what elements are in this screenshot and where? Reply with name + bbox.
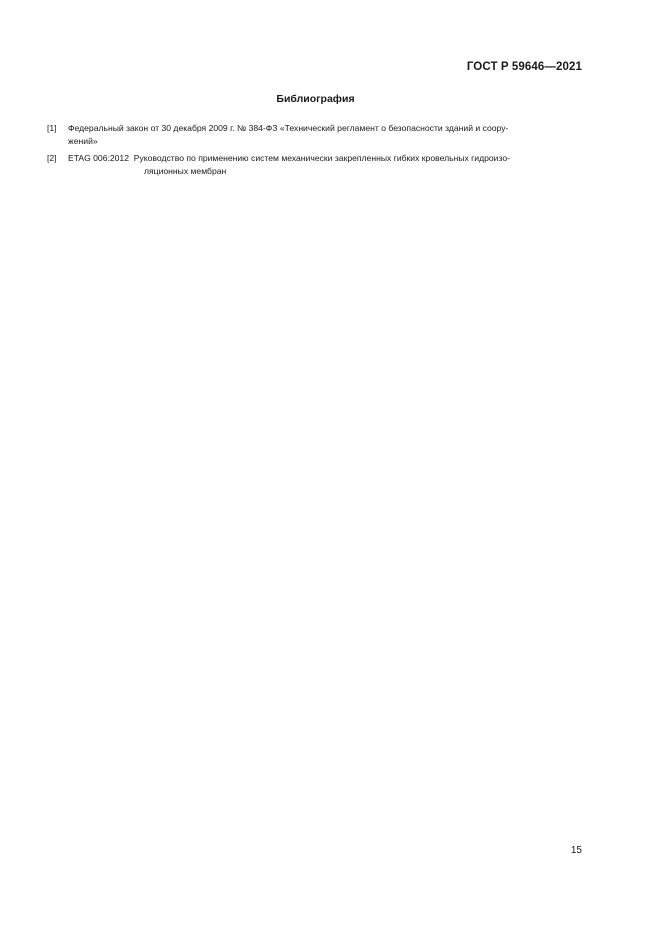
- reference-text: [68, 152, 583, 177]
- reference-line: ляционных мембран: [144, 165, 227, 176]
- reference-line: Федеральный закон от 30 декабря 2009 г. № 384-ФЗ «Технический регламент о безопасности зданий и соору-: [68, 123, 509, 133]
- reference-number: [2]: [47, 153, 57, 163]
- page-number: 15: [570, 845, 582, 856]
- reference-line: ETAG 006:2012 Руководство по применению систем механически закрепленных гибких кровельных гидроизо-: [68, 153, 510, 163]
- reference-line: жений»: [68, 135, 98, 146]
- reference-text: [68, 122, 583, 147]
- standard-code: ГОСТ Р 59646—2021: [466, 61, 582, 73]
- reference-number: [1]: [47, 123, 57, 133]
- section-title: Библиография: [276, 93, 355, 105]
